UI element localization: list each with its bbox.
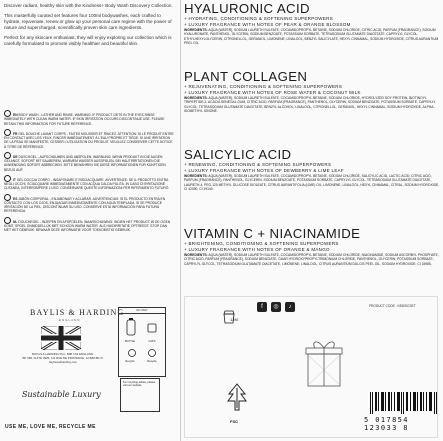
intro-paragraph: Discover radiant, healthy skin with the Kindness+ Body Wash Discovery Collection. xyxy=(4,3,173,8)
product-title: HYALURONIC ACID xyxy=(184,1,310,16)
language-flag-icon xyxy=(4,129,11,136)
recycle-arrows-icon xyxy=(125,348,159,358)
ingredients-label: INGREDIENTS: xyxy=(184,28,208,33)
ingredients-label: INGREDIENTS: xyxy=(184,96,208,101)
left-column xyxy=(0,0,176,441)
ingredients xyxy=(184,253,443,266)
social-icons xyxy=(257,302,295,312)
brand-country: ENGLAND xyxy=(59,318,81,322)
recycle-label: Recycle xyxy=(147,360,157,363)
recycle-title: UK ONLY xyxy=(119,308,165,314)
language-flag-icon xyxy=(4,194,11,201)
intro-text xyxy=(4,3,174,50)
product-benefit: + HYDRATING, CONDITIONING & SOFTENING SUPERPOWERS xyxy=(184,16,334,21)
product-salicylic-acid xyxy=(184,148,443,191)
product-benefit: + LUXURY FRAGRANCE WITH NOTES OF ORANGE & MANGO xyxy=(184,246,330,252)
warning-es xyxy=(4,194,174,214)
warning-text: DUSCHGEL - AUFSCHÄUMEN UND ABSPÜLEN. WARNUNG: WENN PRODUKT IN DIE AUGEN GELANGT, SOFORT MIT SAUBEREM, WARMEM WASSER AUSSPÜLEN. BEI HAUTIRRITATIONEN DIE ANWENDUNG SOFORT ABBRECHEN. BITTE BEWAHREN SIE DIESE INFORMATIONEN FÜR KÜNFTIGEN BEZUG AUF. xyxy=(4,154,166,172)
warning-text: JABÓN CORPORAL - ENJABONAR Y ACLARAR. ADVERTENCIAS: SI EL PRODUCTO ENTRA EN CONTACTO CON LOS OJOS, ENJUAGAR INMEDIATAMENTE CON AGUA TEMPLADA. SI SE PRODUCE IRRITACIÓN DE LA PIEL, DISCONTINUAR SU USO. CONSERVE ESTA INFORMACIÓN PARA FUTURA REFERENCIA. xyxy=(4,196,166,214)
intro-paragraph: Perfect for any skincare enthusiast, they will enjoy exploring our collection which is carefully formulated to promote visibly healthier and beautiful skin. xyxy=(4,34,172,46)
language-flag-icon xyxy=(4,110,11,117)
lang-code: DE xyxy=(13,154,18,159)
product-hyaluronic-acid xyxy=(184,2,443,45)
ingredients-text: AQUA (WATER), SODIUM LAURETH SULFATE, COCAMIDOPROPYL BETAINE, SODIUM CHLORIDE, NIACINAMIDE, SODIUM ASCORBYL PHOSPHATE, CITRIC ACID, PARFUM (FRAGRANCE), SODIUM BENZOATE, GUAR HYDROXYPROPYLTRIMONIUM CHLORIDE, PANTHENOL, GLYCERIN, POTASSIUM SORBATE, CAPRYLYL GLYCOL, TETRASODIUM GLUTAMATE DIACETATE, LIMONENE, LINALOOL, CITRUS AURANTIUM DULCIS PEEL OIL, SODIUM HYDROXIDE, CI 15985. xyxy=(184,253,439,266)
website-link[interactable]: baylisandharding.com xyxy=(48,359,78,364)
pao-label: 12M xyxy=(230,317,238,322)
lang-code: ES xyxy=(13,196,18,201)
warning-de xyxy=(4,152,174,172)
product-title: VITAMIN C + NIACINAMIDE xyxy=(184,226,361,241)
warning-text: GEL DOCCIA CORPO - INSAPONARE E RISCIACQUARE. AVVERTENZE: SE IL PRODOTTO ENTRA NEGLI OCCHI, SCIACQUARE IMMEDIATAMENTE CON ACQUA CALDA PULITA. IN CASO DI IRRITAZIONE CUTANEA, INTERROMPERE L'USO. CONSERVARE QUESTE INFORMAZIONI PER RIFERIMENTO FUTURO. xyxy=(4,177,170,191)
warning-text: BODY WASH - LATHER AND RINSE. WARNING: IF PRODUCT GETS IN THE EYES RINSE IMMEDIATELY WITH CLEAN WARM WATER. IF SKIN IRRITATION OCCURS DISCONTINUE USE. PLEASE RETAIN THIS INFORMATION FOR FUTURE REFERENCE. xyxy=(4,113,165,126)
brand-signature: Sustainable Luxury xyxy=(22,390,101,399)
product-code: PRODUCT CODE : KBDISCSET xyxy=(369,304,416,308)
warning-nl xyxy=(4,217,174,233)
recycle-note: For recycling advice, please visit our website xyxy=(120,378,160,412)
product-title: SALICYLIC ACID xyxy=(184,147,292,162)
language-flag-icon xyxy=(4,175,11,182)
warning-it xyxy=(4,175,174,191)
product-plant-collagen xyxy=(184,70,443,113)
recycle-item-label: BOTTLE xyxy=(124,340,136,343)
warning-text: DOUCHEGEL - INZEPEN EN AFSPOELEN. WAARSCHUWING: INDIEN HET PRODUCT IN DE OGEN KOMT, SPOEL ONMIDDELLIJK MET SCHOON WARM WATER. ALS HUIDIRRITATIE OPTREEDT, STOP DAN MET HET GEBRUIK. BEWAAR DEZE INFORMATIE VOOR TOEKOMSTIG GEBRUIK. xyxy=(4,219,171,232)
ingredients-text: AQUA (WATER), SODIUM LAURETH SULFATE, COCAMIDOPROPYL BETAINE, SODIUM CHLORIDE, CITRIC ACID, PARFUM (FRAGRANCE), SODIUM HYALURONATE, PANTHENOL, GLYCERIN, SODIUM BENZOATE, POTASSIUM SORBATE, TETRASODIUM GLUTAMATE DIACETATE, CAPRYLYL GLYCOL, ETHYLHEXYLGLYCERIN, CITRONELLOL, GERANIOL, LIMONENE, LINALOOL, BENZYL SALICYLATE, HEXYL CINNAMAL, SODIUM HYDROXIDE, CITRUS AURANTIUM PEEL OIL. xyxy=(184,28,439,45)
fsc-label: FSC xyxy=(230,419,238,424)
lang-code: FR xyxy=(13,131,18,136)
instagram-icon[interactable]: ◎ xyxy=(271,302,281,312)
product-benefit: + BRIGHTENING, CONDITIONING & SOFTENING SUPERPOWERS xyxy=(184,241,339,246)
tiktok-icon[interactable]: ♪ xyxy=(285,302,295,312)
ingredients-text: AQUA (WATER), SODIUM LAURETH SULFATE, COCAMIDOPROPYL BETAINE, SODIUM CHLORIDE, HYDROLYZED SOY PROTEIN, BIOTINOYL TRIPEPTIDE-1, ACACIA SENEGAL GUM, CITRIC ACID, PARFUM (FRAGRANCE), PANTHENOL, GLYCERIN, SODIUM BENZOATE, POTASSIUM SORBATE, CAPRYLYL GLYCOL, TETRASODIUM GLUTAMATE DIACETATE, BENZYL ALCOHOL, LINALOOL, CITRONELLOL, GERANIOL, HEXYL CINNAMAL, SODIUM HYDROXIDE, ALPHA-ISOMETHYL IONONE. xyxy=(184,96,436,113)
product-vitamin-c-niacinamide xyxy=(184,227,443,266)
recycle-item-label: CAPS xyxy=(148,340,156,343)
lang-code: EN xyxy=(13,113,18,117)
ingredients xyxy=(184,174,443,191)
lang-code: IT xyxy=(13,177,16,182)
language-flag-icon xyxy=(4,217,11,224)
product-benefit: + LUXURY FRAGRANCE WITH NOTES OF PEAR & ORANGE BLOSSOM xyxy=(184,21,351,27)
recycling-info xyxy=(118,307,166,377)
lang-code: NL xyxy=(13,219,18,224)
warnings-block xyxy=(4,110,174,235)
ingredients xyxy=(184,28,443,45)
union-jack-icon xyxy=(41,326,81,350)
warning-text: GEL DOUCHE LAVANT CORPS - FAITES MOUSSER ET RINCEZ. ATTENTION: SI LE PRODUIT ENTRE EN CONTACT AVEC LES YEUX, RINCER IMMÉDIATEMENT À L'EAU PROPRE ET TIÈDE. SI UNE IRRITATION DE LA PEAU SE MANIFESTE, CESSER L'UTILISATION DU PRODUIT. VEUILLEZ CONSERVER CETTE NOTICE À TITRE DE RÉFÉRENCE. xyxy=(4,131,174,149)
slogan: USE ME, LOVE ME, RECYCLE ME xyxy=(5,424,96,430)
product-benefit: + REJUVENATING, CONDITIONING & SOFTENING SUPERPOWERS xyxy=(184,84,343,89)
language-flag-icon xyxy=(4,152,11,159)
ingredients-text: AQUA (WATER), SODIUM LAURETH SULFATE, COCAMIDOPROPYL BETAINE, SODIUM CHLORIDE, SALICYLIC ACID, LACTIC ACID, CITRIC ACID, PARFUM (FRAGRANCE), PANTHENOL, GLYCERIN, SODIUM BENZOATE, POTASSIUM SORBATE, CAPRYLYL GLYCOL, TETRASODIUM GLUTAMATE DIACETATE, LAURETH-4, PEG-120 METHYL GLUCOSE DIOLEATE, CITRUS AURANTIFOLIA (LIME) OIL, LIMONENE, LINALOOL, HEXYL CINNAMAL, CITRAL, SODIUM HYDROXIDE, CI 42090, CI 19140. xyxy=(184,174,440,191)
facebook-icon[interactable]: f xyxy=(257,302,267,312)
ingredients-label: INGREDIENTS: xyxy=(184,174,208,179)
intro-paragraph: This masterfully curated set features four 100ml bodywashes, each crafted to hydrate, rejuvenate, renew or glow up your personal care regime with the power of nature and supercharged, scientifically proven skin care ingredients. xyxy=(4,12,172,30)
product-benefit: + LUXURY FRAGRANCE WITH NOTES OF DEWBERRY & LIME LEAF xyxy=(184,167,344,173)
barcode-number: 5 017854 123033 8 xyxy=(364,416,409,432)
recycle-items-icon xyxy=(121,318,162,342)
column-divider xyxy=(180,0,181,441)
warning-en xyxy=(4,110,174,126)
product-benefit: + LUXURY FRAGRANCE WITH NOTES OF ROSE WATER & COCONUT MILK xyxy=(184,89,361,95)
fsc-logo-icon xyxy=(225,382,249,416)
barcode-icon xyxy=(370,392,440,414)
address-line: BAYLIS & HARDING PLC, B98 7AS ENGLAND. xyxy=(32,352,94,356)
gift-box-icon xyxy=(305,336,343,388)
address-line: BP 368, SUITE 3925, 111 RUE DE PROVENCE, 12 B68 BIU F. xyxy=(22,355,104,360)
ingredients-label: INGREDIENTS: xyxy=(184,253,208,258)
product-benefit: + RENEWING, CONDITIONING & SOFTENING SUPERPOWERS xyxy=(184,162,332,167)
ingredients xyxy=(184,96,443,113)
brand-name: BAYLIS & HARDING xyxy=(30,308,125,317)
company-address xyxy=(8,353,118,364)
product-title: PLANT COLLAGEN xyxy=(184,69,308,84)
warning-fr xyxy=(4,129,174,149)
recycle-label: Recycle xyxy=(125,360,135,363)
